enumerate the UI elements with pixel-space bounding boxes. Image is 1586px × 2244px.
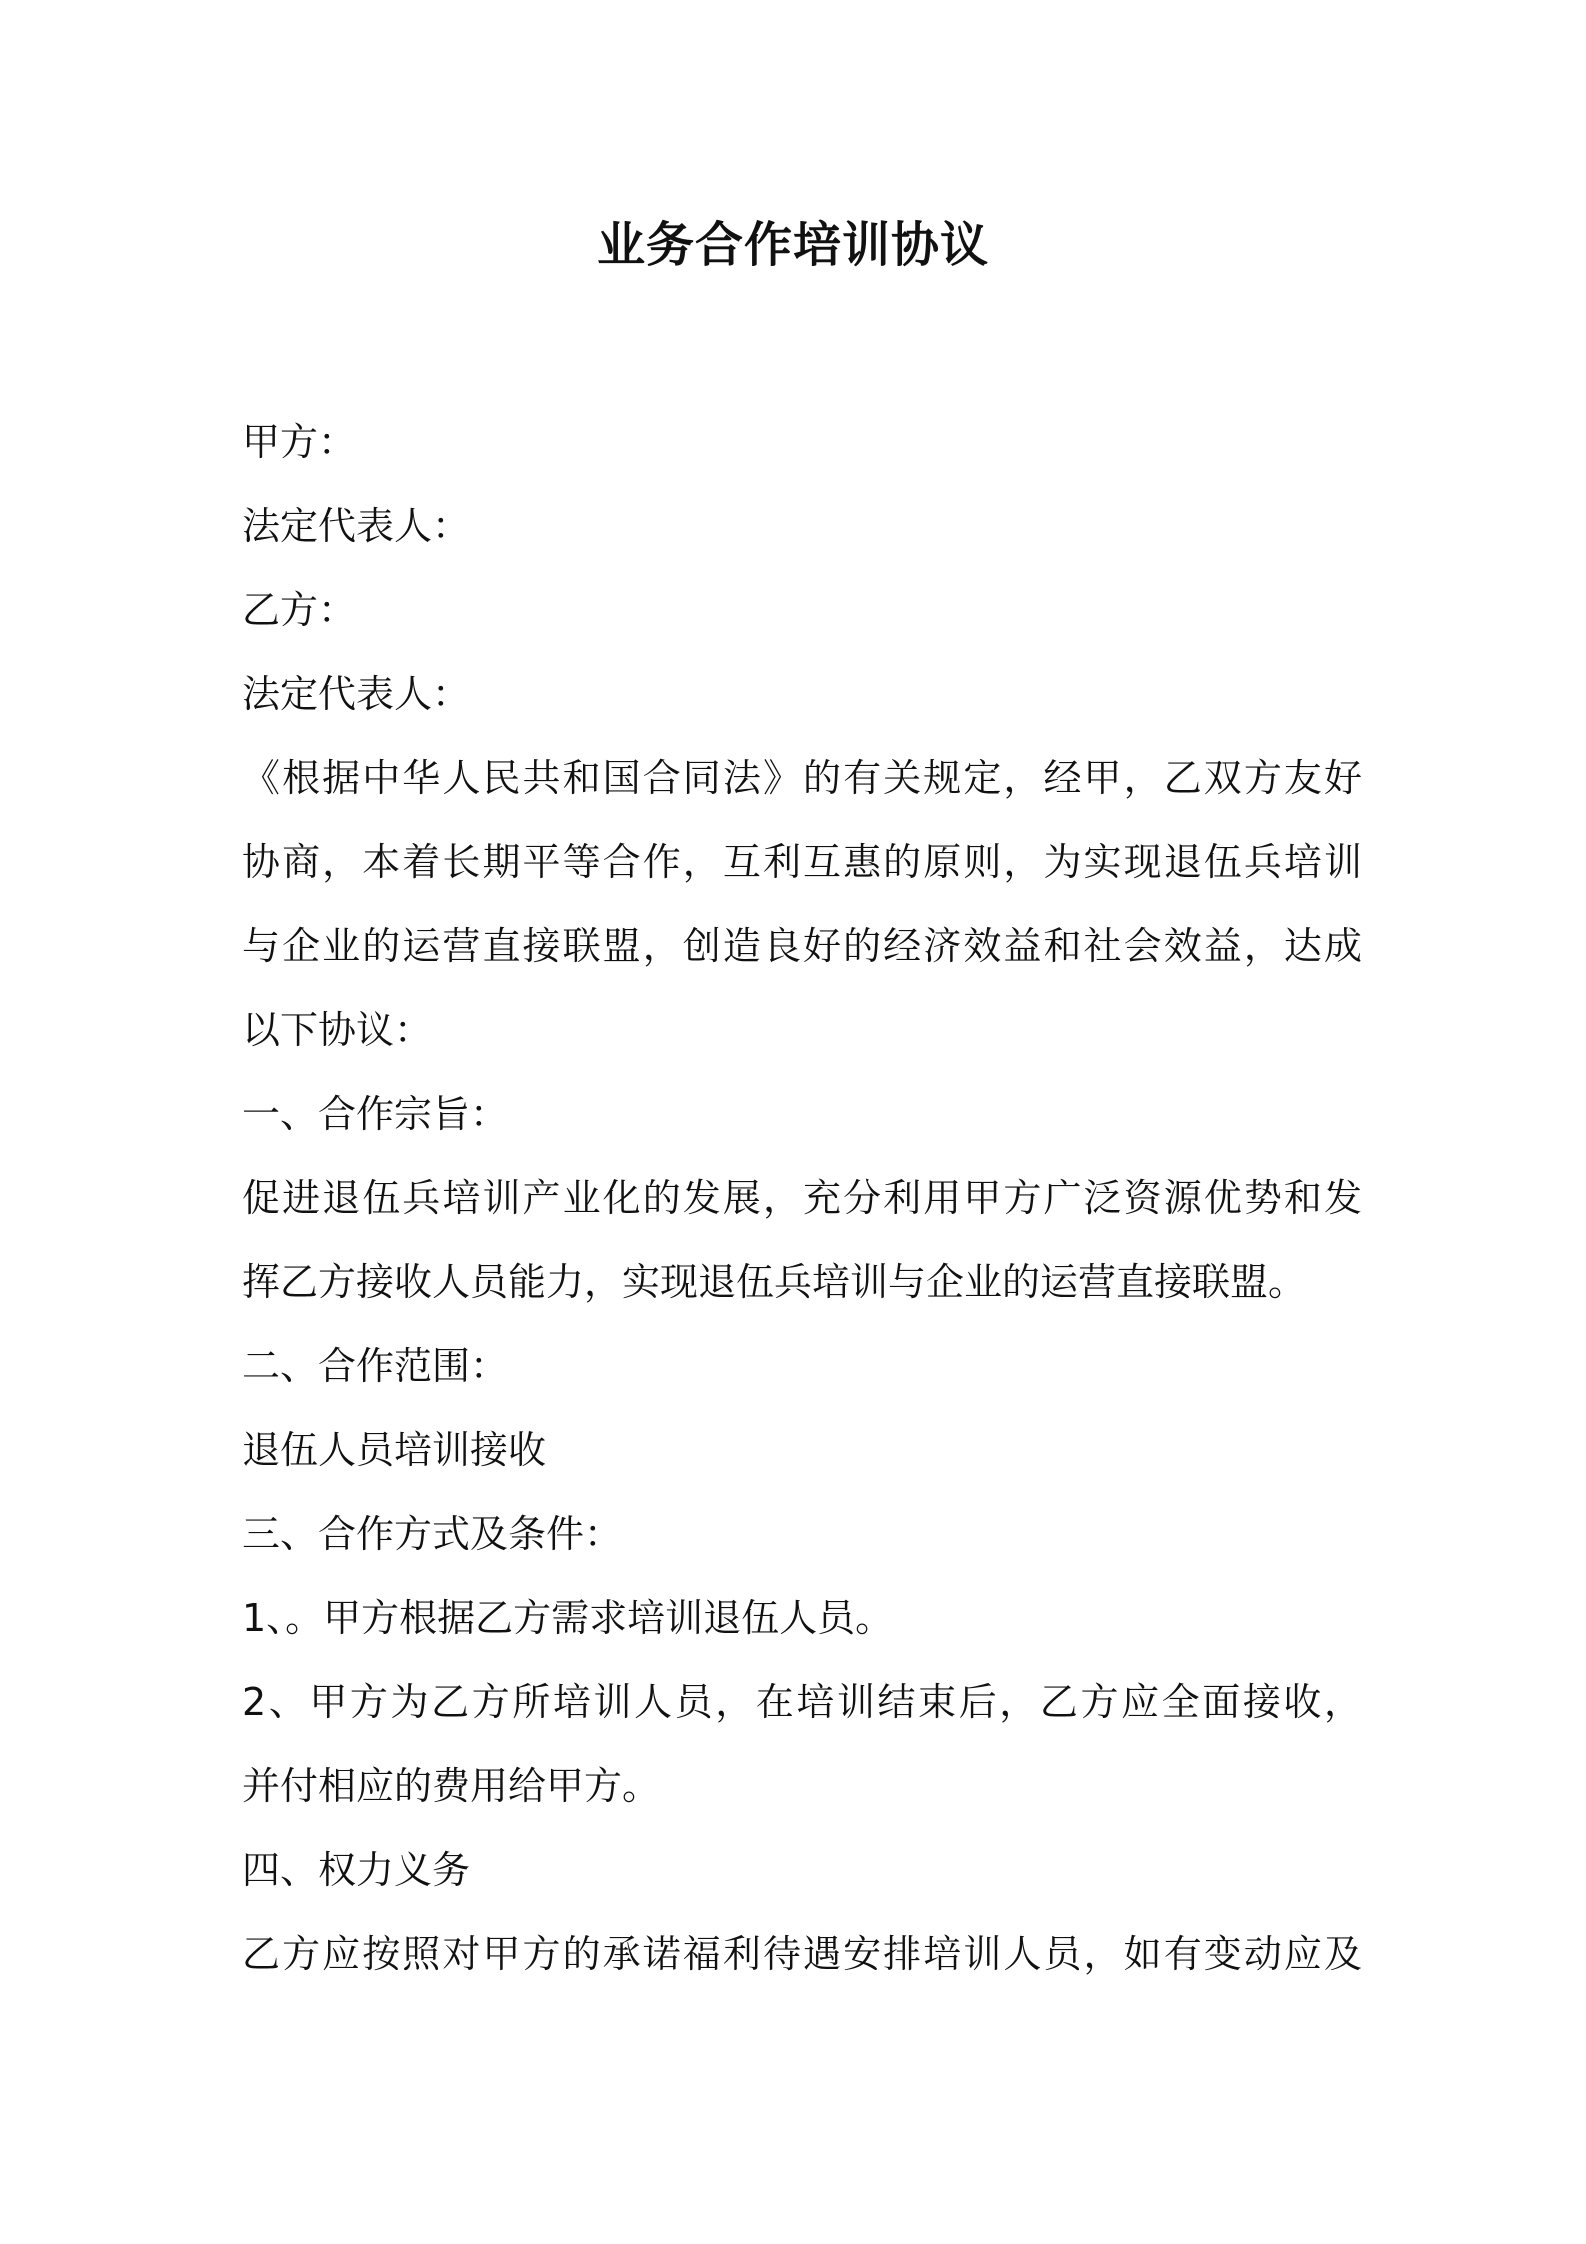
paragraph-line: 挥乙方接收人员能力，实现退伍兵培训与企业的运营直接联盟。 <box>242 1260 1307 1304</box>
party-a-line: 甲方： <box>242 420 357 464</box>
paragraph-line: 促进退伍兵培训产业化的发展，充分利用甲方广泛资源优势和发 <box>242 1176 1362 1220</box>
document-title: 业务合作培训协议 <box>596 217 989 273</box>
preamble-line: 与企业的运营直接联盟，创造良好的经济效益和社会效益，达成 <box>242 924 1362 968</box>
party-a-representative-line: 法定代表人： <box>242 504 471 548</box>
section-heading: 三、合作方式及条件： <box>242 1512 623 1556</box>
section-heading: 一、合作宗旨： <box>242 1092 509 1136</box>
clause-line: 1、。甲方根据乙方需求培训退伍人员。 <box>242 1596 894 1640</box>
section-heading: 二、合作范围： <box>242 1344 509 1388</box>
section-heading: 四、权力义务 <box>242 1848 471 1892</box>
party-b-representative-line: 法定代表人： <box>242 672 471 716</box>
paragraph-line: 退伍人员培训接收 <box>242 1428 547 1472</box>
party-b-line: 乙方： <box>242 588 357 632</box>
clause-line: 并付相应的费用给甲方。 <box>242 1764 661 1808</box>
preamble-line: 《根据中华人民共和国合同法》的有关规定，经甲，乙双方友好 <box>242 756 1362 800</box>
preamble-line: 协商，本着长期平等合作，互利互惠的原则，为实现退伍兵培训 <box>242 840 1362 884</box>
clause-line: 2、甲方为乙方所培训人员，在培训结束后，乙方应全面接收， <box>242 1680 1362 1724</box>
paragraph-line: 乙方应按照对甲方的承诺福利待遇安排培训人员，如有变动应及 <box>242 1932 1362 1976</box>
document-body <box>242 400 1362 1996</box>
preamble-line: 以下协议： <box>242 1008 433 1052</box>
